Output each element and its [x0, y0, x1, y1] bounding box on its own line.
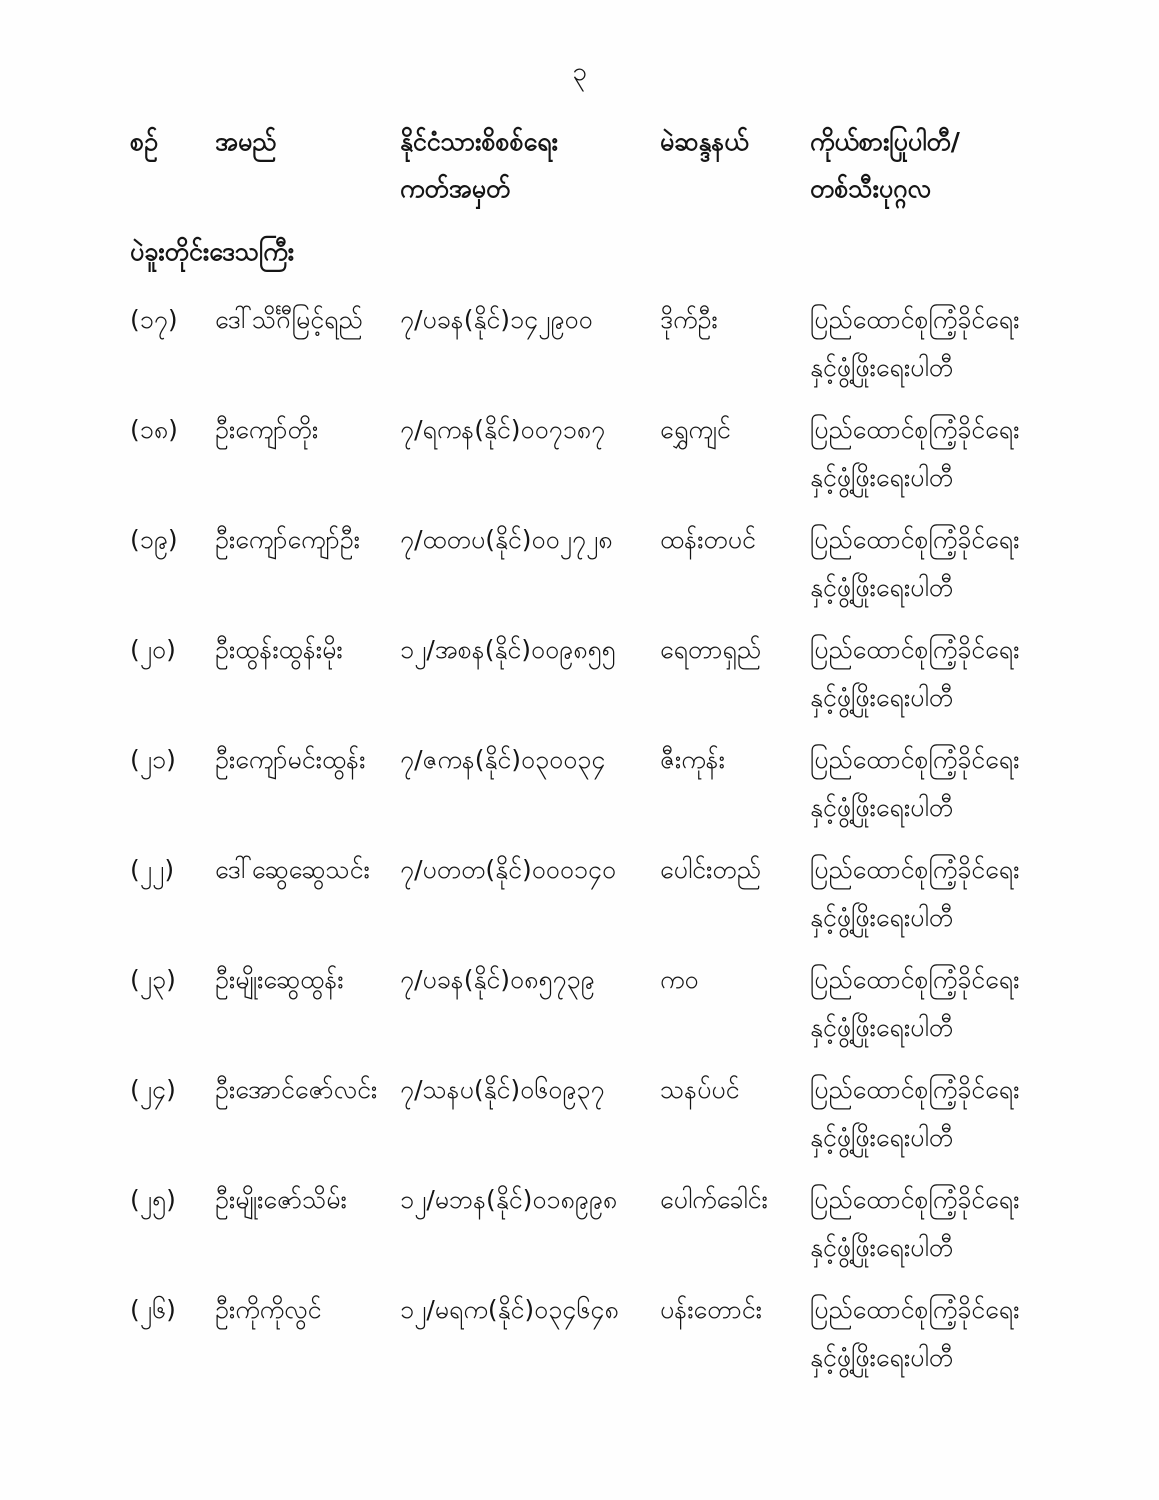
party-line-2: နှင့်ဖွံ့ဖြိုးရေးပါတီ [810, 903, 954, 932]
party-cell [810, 1176, 1045, 1272]
table-row [0, 406, 1159, 502]
header-nrc [400, 118, 660, 212]
party-line-1: ပြည်ထောင်စုကြံ့ခိုင်ရေး [810, 855, 1020, 884]
nrc-cell: ၁၂/မဘန(နိုင်)၀၁၈၉၉၈ [400, 1185, 618, 1214]
party-line-1: ပြည်ထောင်စုကြံ့ခိုင်ရေး [810, 1295, 1020, 1324]
serial-cell: (၂၃) [130, 965, 176, 994]
nrc-cell: ၇/ရကန(နိုင်)၀၀၇၁၈၇ [400, 415, 606, 444]
name-cell: ဦးထွန်းထွန်းမိုး [215, 635, 343, 664]
constituency-cell: ပေါက်ခေါင်း [660, 1185, 768, 1214]
header-party-line-1: ကိုယ်စားပြုပါတီ/ [810, 127, 960, 156]
header-serial: စဉ် [130, 127, 158, 156]
party-cell [810, 626, 1045, 722]
serial-cell: (၂၅) [130, 1185, 176, 1214]
nrc-cell: ၇/ပခန(နိုင်)၁၄၂၉၀၀ [400, 305, 593, 334]
serial-cell: (၂၀) [130, 635, 176, 664]
page-number: ၃ [572, 57, 587, 87]
table-row [0, 1066, 1159, 1162]
header-party [810, 118, 1045, 212]
nrc-cell: ၇/ထတပ(နိုင်)၀၀၂၇၂၈ [400, 525, 613, 554]
party-cell [810, 956, 1045, 1052]
party-line-1: ပြည်ထောင်စုကြံ့ခိုင်ရေး [810, 525, 1020, 554]
party-line-2: နှင့်ဖွံ့ဖြိုးရေးပါတီ [810, 463, 954, 492]
name-cell: ဒေါ်သိင်္ဂီမြင့်ရည် [215, 305, 363, 334]
header-nrc-line-1: နိုင်ငံသားစိစစ်ရေး [400, 127, 558, 156]
party-cell [810, 406, 1045, 502]
party-cell [810, 736, 1045, 832]
constituency-cell: ဇီးကုန်း [660, 745, 725, 774]
constituency-cell: ရေတာရှည် [660, 635, 762, 664]
constituency-cell: ကဝ [660, 965, 699, 994]
party-line-2: နှင့်ဖွံ့ဖြိုးရေးပါတီ [810, 1343, 954, 1372]
name-cell: ဦးကျော်တိုး [215, 415, 319, 444]
name-cell: ဒေါ်ဆွေဆွေသင်း [215, 855, 370, 884]
serial-cell: (၁၇) [130, 305, 178, 334]
constituency-cell: သနပ်ပင် [660, 1075, 740, 1104]
party-line-2: နှင့်ဖွံ့ဖြိုးရေးပါတီ [810, 573, 954, 602]
party-line-1: ပြည်ထောင်စုကြံ့ခိုင်ရေး [810, 1185, 1020, 1214]
section-title-bago-region: ပဲခူးတိုင်းဒေသကြီး [130, 237, 295, 266]
party-cell [810, 1286, 1045, 1382]
party-cell [810, 846, 1045, 942]
table-row [0, 956, 1159, 1052]
party-line-1: ပြည်ထောင်စုကြံ့ခိုင်ရေး [810, 745, 1020, 774]
name-cell: ဦးကိုကိုလွင် [215, 1295, 322, 1324]
party-cell [810, 296, 1045, 392]
constituency-cell: ထန်းတပင် [660, 525, 756, 554]
party-cell [810, 1066, 1045, 1162]
table-row [0, 846, 1159, 942]
party-line-1: ပြည်ထောင်စုကြံ့ခိုင်ရေး [810, 635, 1020, 664]
header-nrc-line-2: ကတ်အမှတ် [400, 174, 511, 203]
party-line-2: နှင့်ဖွံ့ဖြိုးရေးပါတီ [810, 353, 954, 382]
nrc-cell: ၇/ပခန(နိုင်)၀၈၅၇၃၉ [400, 965, 595, 994]
party-cell [810, 516, 1045, 612]
constituency-cell: ရွှေကျင် [660, 415, 731, 444]
constituency-cell: ဒိုက်ဦး [660, 305, 718, 334]
name-cell: ဦးမျိုးဆွေထွန်း [215, 965, 344, 994]
header-name: အမည် [215, 127, 277, 156]
serial-cell: (၁၈) [130, 415, 178, 444]
party-line-2: နှင့်ဖွံ့ဖြိုးရေးပါတီ [810, 1233, 954, 1262]
table-row [0, 516, 1159, 612]
name-cell: ဦးအောင်ဇော်လင်း [215, 1075, 378, 1104]
party-line-2: နှင့်ဖွံ့ဖြိုးရေးပါတီ [810, 1013, 954, 1042]
table-body [0, 296, 1159, 1382]
table-row [0, 626, 1159, 722]
constituency-cell: ပေါင်းတည် [660, 855, 761, 884]
serial-cell: (၂၄) [130, 1075, 176, 1104]
serial-cell: (၁၉) [130, 525, 178, 554]
table-header-row [0, 118, 1159, 212]
party-line-2: နှင့်ဖွံ့ဖြိုးရေးပါတီ [810, 683, 954, 712]
nrc-cell: ၁၂/အစန(နိုင်)၀၀၉၈၅၅ [400, 635, 616, 664]
party-line-1: ပြည်ထောင်စုကြံ့ခိုင်ရေး [810, 415, 1020, 444]
name-cell: ဦးကျော်ကျော်ဦး [215, 525, 360, 554]
table-row [0, 296, 1159, 392]
party-line-1: ပြည်ထောင်စုကြံ့ခိုင်ရေး [810, 1075, 1020, 1104]
table-row [0, 1286, 1159, 1382]
party-line-1: ပြည်ထောင်စုကြံ့ခိုင်ရေး [810, 965, 1020, 994]
table-row [0, 1176, 1159, 1272]
serial-cell: (၂၁) [130, 745, 176, 774]
party-line-1: ပြည်ထောင်စုကြံ့ခိုင်ရေး [810, 305, 1020, 334]
party-line-2: နှင့်ဖွံ့ဖြိုးရေးပါတီ [810, 1123, 954, 1152]
nrc-cell: ၇/ပတတ(နိုင်)၀၀၀၁၄၀ [400, 855, 617, 884]
party-line-2: နှင့်ဖွံ့ဖြိုးရေးပါတီ [810, 793, 954, 822]
header-party-line-2: တစ်သီးပုဂ္ဂလ [810, 174, 931, 203]
nrc-cell: ၇/သနပ(နိုင်)၀၆၀၉၃၇ [400, 1075, 605, 1104]
table-row [0, 736, 1159, 832]
serial-cell: (၂၂) [130, 855, 175, 884]
name-cell: ဦးမျိုးဇော်သိမ်း [215, 1185, 347, 1214]
constituency-cell: ပန်းတောင်း [660, 1295, 762, 1324]
nrc-cell: ၁၂/မရက(နိုင်)၀၃၄၆၄၈ [400, 1295, 619, 1324]
name-cell: ဦးကျော်မင်းထွန်း [215, 745, 366, 774]
header-constituency: မဲဆန္ဒနယ် [660, 127, 749, 156]
serial-cell: (၂၆) [130, 1295, 176, 1324]
nrc-cell: ၇/ဇကန(နိုင်)၀၃၀၀၃၄ [400, 745, 606, 774]
